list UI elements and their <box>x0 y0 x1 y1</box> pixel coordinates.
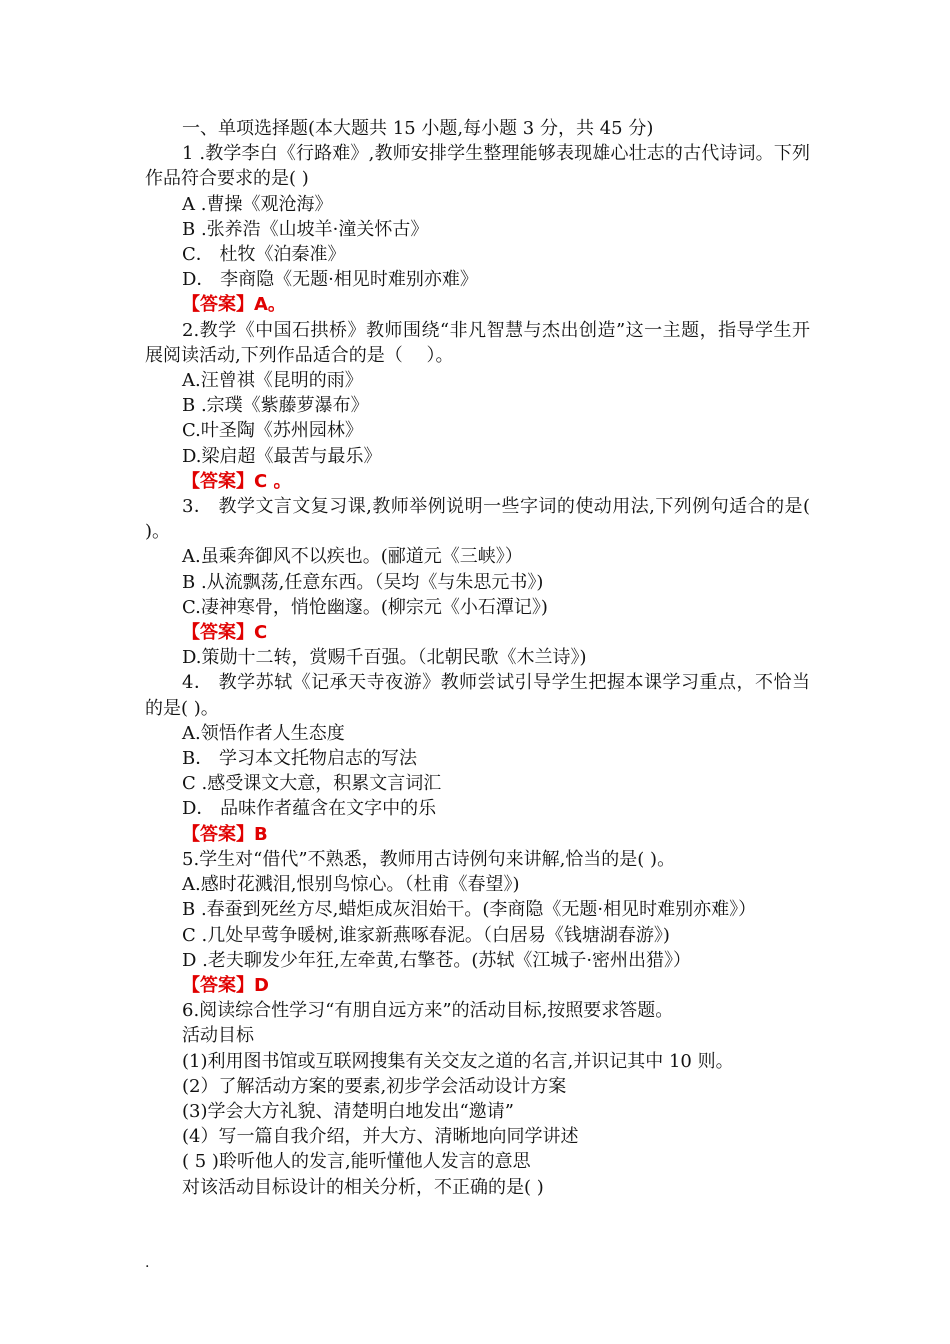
question-1-option-a: A .曹操《观沧海》 <box>182 193 333 215</box>
question-2-stem: 2.教学《中国石拱桥》教师围绕“非凡智慧与杰出创造”这一主题，指导学生开展阅读活动,下列作品适合的是（ ）。 <box>145 319 810 366</box>
question-6-stem: 6.阅读综合性学习“有朋自远方来”的活动目标,按照要求答题。 <box>182 1000 674 1022</box>
question-1-answer: 【答案】A。 <box>182 294 286 316</box>
question-2-answer: 【答案】C 。 <box>182 470 292 492</box>
question-4-stem: 4． 教学苏轼《记承天寺夜游》教师尝试引导学生把握本课学习重点，不恰当的是( )。 <box>145 672 810 719</box>
question-6-heading: 活动目标 <box>182 1025 254 1047</box>
question-6-goal-5: ( 5 )聆听他人的发言,能听懂他人发言的意思 <box>182 1151 531 1173</box>
question-6-goal-1: (1)利用图书馆或互联网搜集有关交友之道的名言,并识记其中 10 则。 <box>182 1050 734 1072</box>
question-3-answer: 【答案】C <box>182 622 268 644</box>
question-3-option-c: C.凄神寒骨，悄怆幽邃。(柳宗元《小石潭记》) <box>182 596 548 618</box>
question-1-stem: 1 .教学李白《行路难》,教师安排学生整理能够表现雄心壮志的古代诗词。下列作品符合要求的是( ) <box>145 143 810 190</box>
question-1-option-b: B .张养浩《山坡羊·潼关怀古》 <box>182 218 429 240</box>
question-2-option-a: A.汪曾祺《昆明的雨》 <box>182 370 363 392</box>
question-5-option-c: C .几处早莺争暖树,谁家新燕啄春泥。（白居易《钱塘湖春游》) <box>182 924 670 946</box>
question-1-option-c: C． 杜牧《泊秦准》 <box>182 244 346 266</box>
question-3-stem: 3． 教学文言文复习课,教师举例说明一些字词的使动用法,下列例句适合的是( )。 <box>145 496 810 543</box>
question-1-option-d: D． 李商隐《无题·相见时难别亦难》 <box>182 269 478 291</box>
question-4-option-d: D． 品味作者蕴含在文字中的乐 <box>182 798 437 820</box>
question-3-option-b: B .从流飘荡,任意东西。（吴均《与朱思元书》) <box>182 571 544 593</box>
question-4-option-a: A.领悟作者人生态度 <box>182 722 345 744</box>
section-title: 一、单项选择题(本大题共 15 小题,每小题 3 分，共 45 分) <box>182 118 654 139</box>
question-6-goal-4: (4）写一篇自我介绍，并大方、清晰地向同学讲述 <box>182 1126 579 1148</box>
question-2-option-b: B .宗璞《紫藤萝瀑布》 <box>182 395 369 417</box>
question-3-option-d: D.策勋十二转，赏赐千百强。（北朝民歌《木兰诗》) <box>182 647 587 669</box>
question-5-answer: 【答案】D <box>182 974 269 996</box>
document-content <box>145 116 810 1200</box>
question-3-option-a: A.虽乘奔御风不以疾也。(郦道元《三峡》） <box>182 546 523 568</box>
question-4-answer: 【答案】B <box>182 823 268 845</box>
question-5-option-a: A.感时花溅泪,恨别鸟惊心。（杜甫《春望》) <box>182 874 520 896</box>
question-2-option-c: C.叶圣陶《苏州园林》 <box>182 420 363 442</box>
question-5-option-b: B .春蚕到死丝方尽,蜡炬成灰泪始干。(李商隐《无题·相见时难别亦难》） <box>182 899 757 921</box>
question-4-option-b: B． 学习本文托物启志的写法 <box>182 748 417 770</box>
question-5-option-d: D .老夫聊发少年狂,左牵黄,右擎苍。(苏轼《江城子·密州出猎》） <box>182 949 692 971</box>
question-5-stem: 5.学生对“借代”不熟悉，教师用古诗例句来讲解,恰当的是( )。 <box>182 848 676 870</box>
question-6-prompt: 对该活动目标设计的相关分析，不正确的是( ) <box>182 1176 544 1198</box>
question-2-option-d: D.梁启超《最苦与最乐》 <box>182 445 382 467</box>
question-6-goal-2: (2）了解活动方案的要素,初步学会活动设计方案 <box>182 1075 567 1097</box>
question-6-goal-3: (3)学会大方礼貌、清楚明白地发出“邀请” <box>182 1100 514 1122</box>
footer-mark: . <box>145 1255 150 1271</box>
question-4-option-c: C .感受课文大意，积累文言词汇 <box>182 773 442 795</box>
